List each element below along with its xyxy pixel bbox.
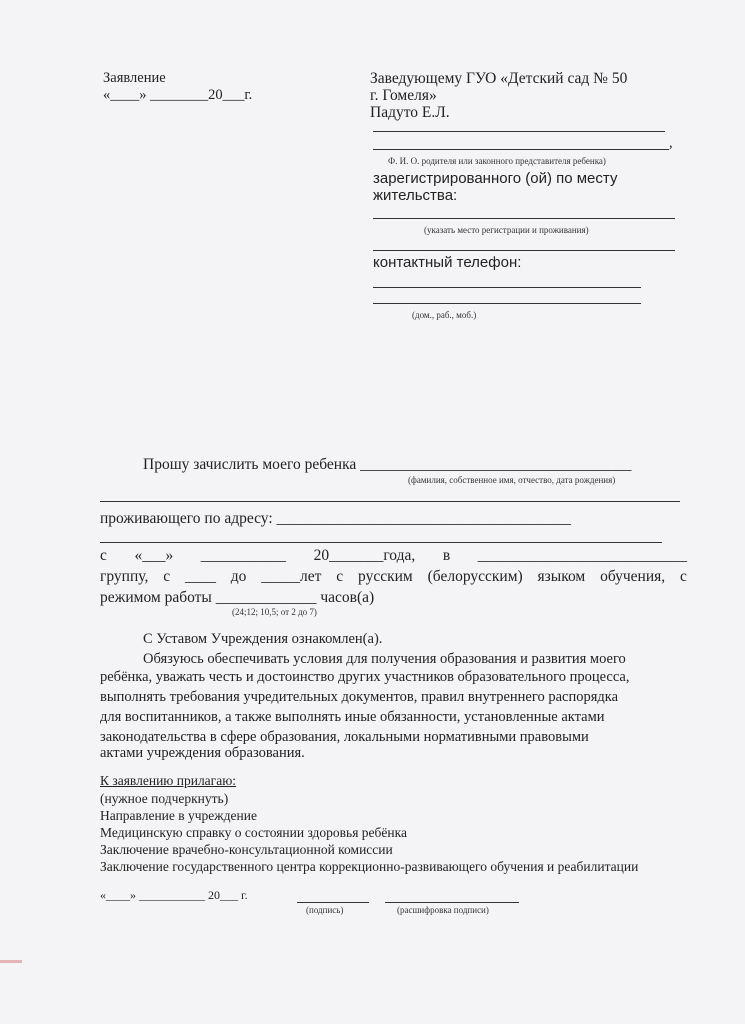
signature-hint: (подпись) bbox=[306, 905, 344, 915]
signature-field[interactable] bbox=[297, 902, 369, 903]
parent-name-field-1[interactable] bbox=[373, 131, 665, 132]
parent-name-hint: Ф. И. О. родителя или законного представителя ребенка) bbox=[388, 156, 606, 166]
attachments-note: (нужное подчеркнуть) bbox=[100, 791, 229, 806]
group-field[interactable]: ___________________________ bbox=[477, 547, 687, 564]
in-word: в bbox=[442, 547, 451, 564]
age-to-field[interactable]: _____лет bbox=[261, 568, 322, 585]
child-hint: (фамилия, собственное имя, отчество, дата рождения) bbox=[408, 475, 616, 485]
obligation-line-5: законодательства в сфере образования, локальными нормативными правовыми bbox=[100, 729, 589, 745]
address-field-2[interactable] bbox=[373, 250, 675, 251]
registered-label-2: жительства: bbox=[373, 187, 458, 204]
age-from-field[interactable]: ____ bbox=[184, 568, 216, 585]
attachment-item[interactable]: Направление в учреждение bbox=[100, 808, 257, 823]
addressee-line-2: г. Гомеля» bbox=[370, 87, 437, 104]
address-field-1[interactable] bbox=[373, 218, 675, 219]
work-mode-line: режимом работы _____________ часов(а) bbox=[100, 589, 375, 606]
month-field[interactable]: ___________ bbox=[200, 547, 287, 564]
phone-hint: (дом., раб., моб.) bbox=[412, 310, 477, 320]
request-line: Прошу зачислить моего ребенка ___________________________________ bbox=[143, 456, 632, 473]
signature-decode-field[interactable] bbox=[385, 902, 519, 903]
addressee-line-1: Заведующему ГУО «Детский сад № 50 bbox=[370, 70, 628, 87]
phone-field-1[interactable] bbox=[373, 287, 641, 288]
year-field[interactable]: 20_______года, bbox=[313, 547, 416, 564]
attachments-heading: К заявлению прилагаю: bbox=[100, 773, 237, 788]
signature-decode-hint: (расшифровка подписи) bbox=[397, 905, 489, 915]
attachment-item[interactable]: Заключение государственного центра коррекционно-развивающего обучения и реабилитации bbox=[100, 859, 639, 874]
head-name: Падуто Е.Л. bbox=[370, 104, 450, 121]
registered-label-1: зарегистрированного (ой) по месту bbox=[373, 170, 618, 187]
address-hint: (указать место регистрации и проживания) bbox=[424, 225, 589, 235]
attachment-item[interactable]: Заключение врачебно-консультационной комиссии bbox=[100, 842, 393, 857]
phone-label: контактный телефон: bbox=[373, 254, 522, 271]
obligation-line-1: Обязуюсь обеспечивать условия для получения образования и развития моего bbox=[143, 651, 626, 667]
obligation-line-4: для воспитанников, а также выполнять иные обязанности, установленные актами bbox=[100, 709, 605, 725]
day-field[interactable]: «___» bbox=[134, 547, 174, 564]
parent-name-comma: , bbox=[669, 135, 673, 151]
obligation-line-3: выполнять требования учредительных документов, правил внутреннего распорядка bbox=[100, 689, 619, 705]
residing-line: проживающего по адресу: ______________________________________ bbox=[100, 510, 572, 527]
edge-mark bbox=[0, 960, 22, 963]
document-title: Заявление bbox=[103, 70, 166, 86]
obligation-line-6: актами учреждения образования. bbox=[100, 745, 305, 761]
header-date-line: «____» ________20___г. bbox=[103, 87, 253, 103]
from-word: с bbox=[100, 547, 107, 564]
phone-field-2[interactable] bbox=[373, 303, 641, 304]
footer-date-line: «____» ___________ 20___ г. bbox=[100, 888, 248, 902]
enrollment-date-row bbox=[100, 547, 687, 565]
child-field-line[interactable] bbox=[100, 501, 680, 502]
address-field-line[interactable] bbox=[100, 542, 662, 543]
charter-ack: С Уставом Учреждения ознакомлен(а). bbox=[143, 631, 383, 647]
parent-name-field-2[interactable] bbox=[373, 149, 669, 150]
obligation-line-2: ребёнка, уважать честь и достоинство других участников образовательного процесса, bbox=[100, 669, 630, 685]
attachment-item[interactable]: Медицинскую справку о состоянии здоровья ребёнка bbox=[100, 825, 407, 840]
work-mode-hint: (24;12; 10,5; от 2 до 7) bbox=[232, 607, 317, 617]
group-language-row: группу, с ____ до _____лет с русским (белорусским) языком обучения, с bbox=[100, 568, 687, 585]
